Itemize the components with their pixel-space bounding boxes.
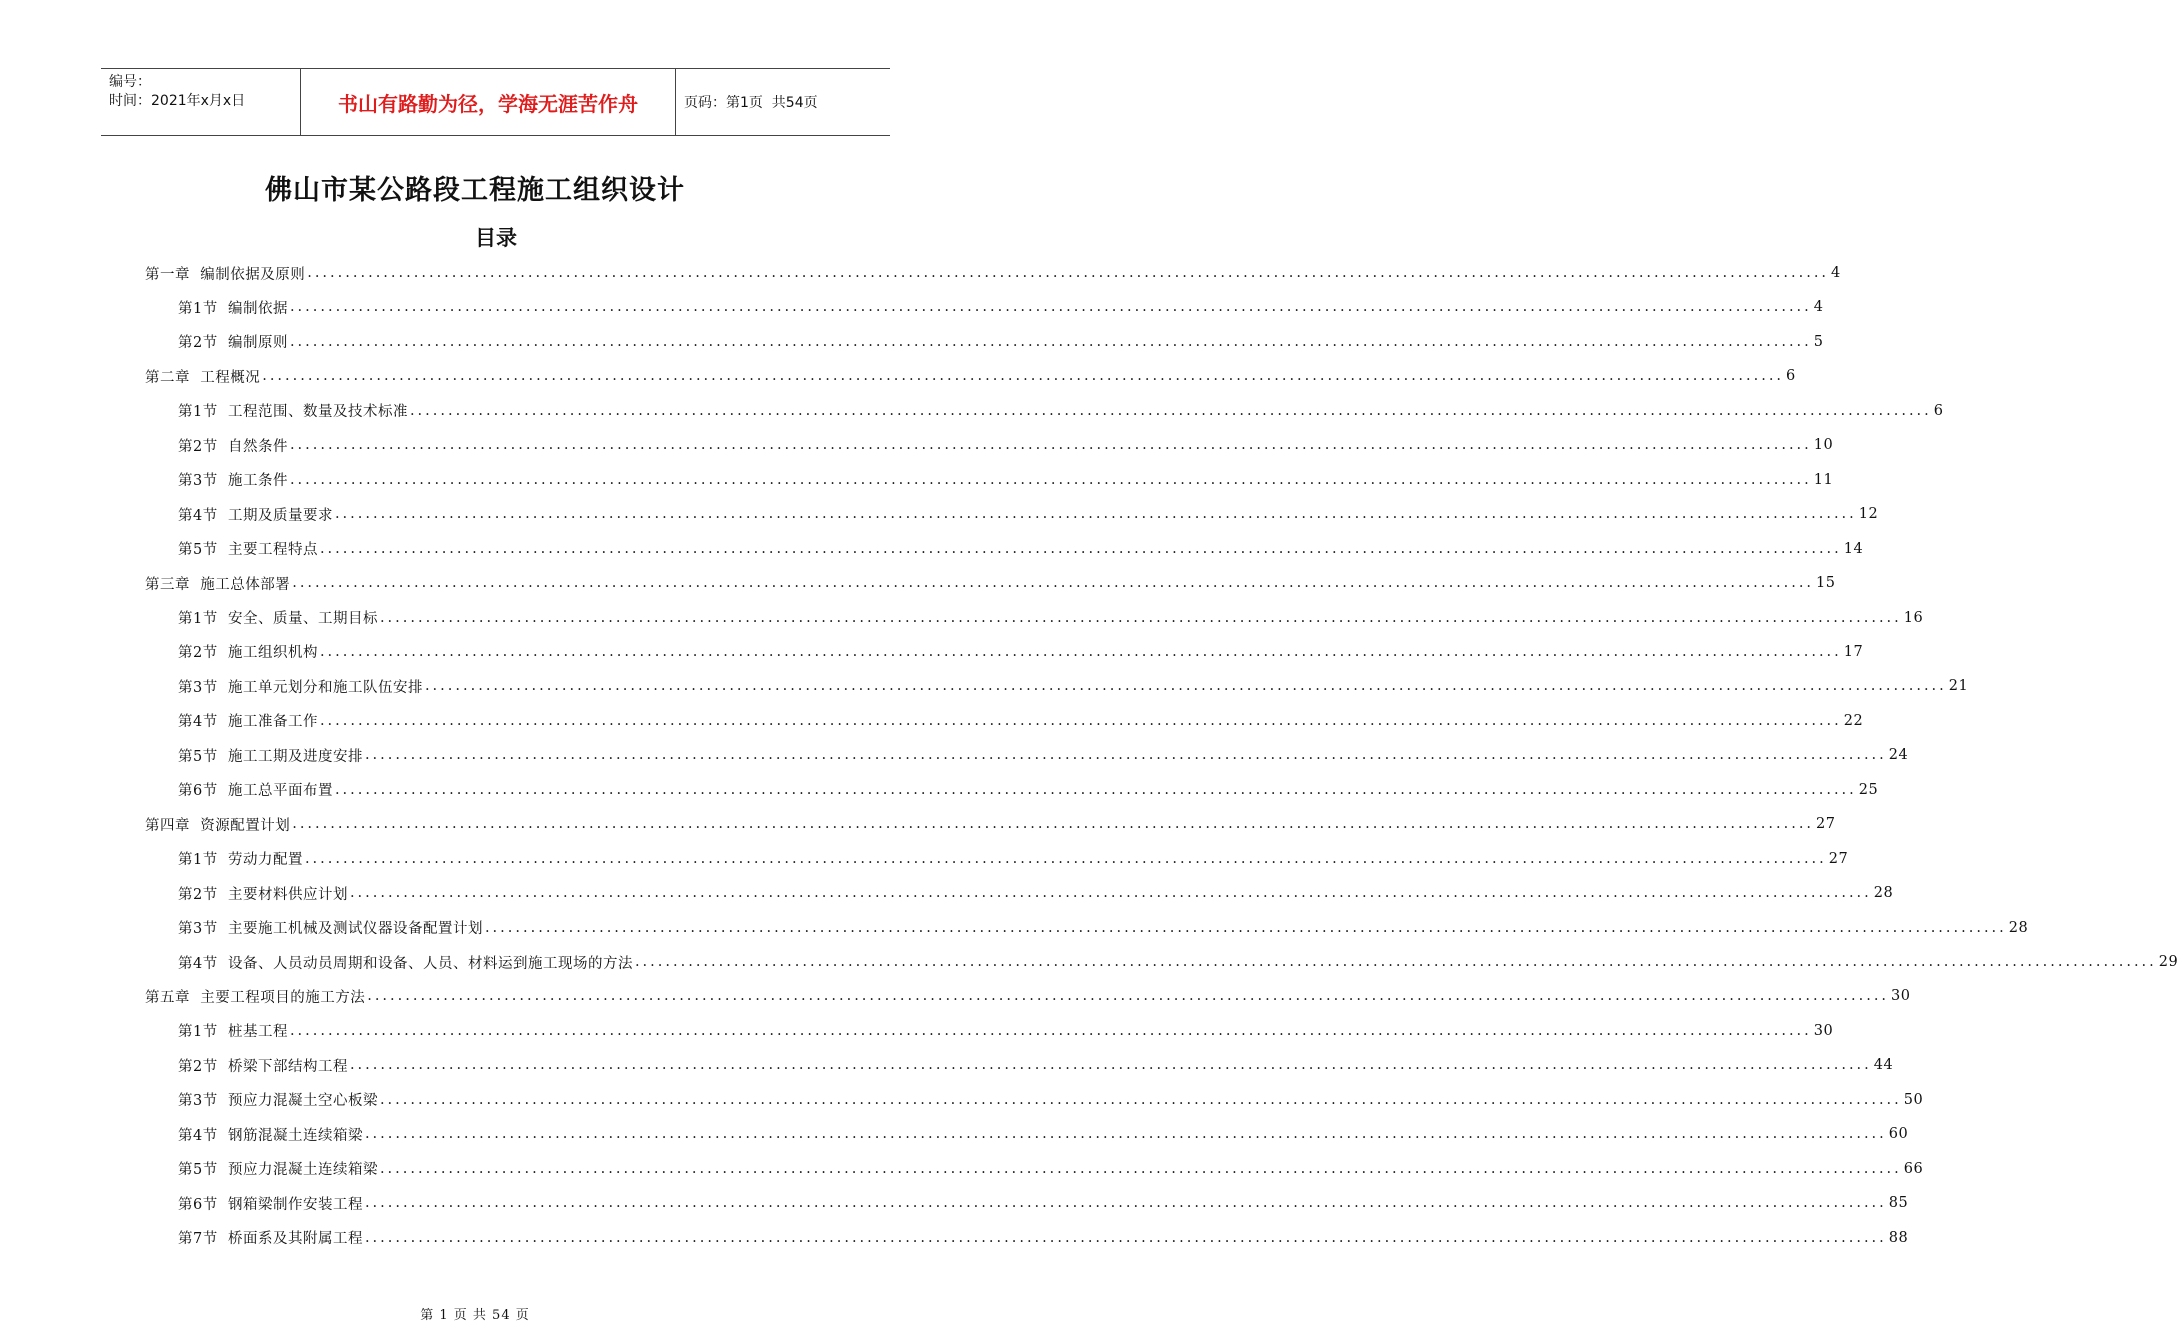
toc-entry-label: 第三章 施工总体部署 xyxy=(145,576,291,593)
toc-entry-label: 第4节 钢筋混凝土连续箱梁 xyxy=(178,1127,363,1144)
toc-entry-section[interactable] xyxy=(178,463,1834,497)
toc-entry-section[interactable] xyxy=(178,945,2178,979)
toc-entry-page: 88 xyxy=(1888,1229,1909,1246)
page-footer: 第 1 页 共 54 页 xyxy=(420,1308,530,1323)
toc-entry-section[interactable] xyxy=(178,773,1879,807)
toc-entry-page: 10 xyxy=(1813,437,1834,454)
toc-leader-dots: ........................................................................................................................................................................................................ xyxy=(319,540,1842,557)
toc-entry-label: 第6节 钢箱梁制作安装工程 xyxy=(178,1196,363,1213)
toc-entry-label: 第四章 资源配置计划 xyxy=(145,817,291,834)
toc-entry-label: 第2节 桥梁下部结构工程 xyxy=(178,1058,348,1075)
toc-entry-page: 29 xyxy=(2158,954,2178,970)
toc-leader-dots: ........................................................................................................................................................................................................ xyxy=(379,1160,1902,1177)
toc-entry-section[interactable] xyxy=(178,842,1849,876)
toc-leader-dots: ........................................................................................................................................................................................................ xyxy=(319,643,1842,660)
toc-entry-section[interactable] xyxy=(178,290,1824,324)
toc-entry-chapter[interactable] xyxy=(145,566,1836,600)
toc-entry-chapter[interactable] xyxy=(145,359,1796,393)
toc-entry-label: 第5节 预应力混凝土连续箱梁 xyxy=(178,1162,378,1179)
toc-entry-page: 28 xyxy=(1873,885,1894,902)
toc-entry-page: 27 xyxy=(1828,850,1849,867)
toc-leader-dots: ........................................................................................................................................................................................................ xyxy=(334,781,1857,798)
toc-entry-label: 第4节 施工准备工作 xyxy=(178,714,318,731)
toc-leader-dots: ........................................................................................................................................................................................................ xyxy=(289,471,1812,488)
toc-entry-page: 24 xyxy=(1888,747,1909,764)
toc-heading: 目录 xyxy=(475,226,517,250)
toc-entry-page: 4 xyxy=(1813,299,1824,316)
toc-entry-chapter[interactable] xyxy=(145,979,1911,1013)
toc-entry-page: 11 xyxy=(1813,471,1834,488)
toc-entry-section[interactable] xyxy=(178,669,1969,703)
toc-entry-section[interactable] xyxy=(178,497,1879,531)
toc-entry-label: 第1节 桩基工程 xyxy=(178,1024,288,1041)
toc-leader-dots: ........................................................................................................................................................................................................ xyxy=(304,850,1827,867)
toc-entry-page: 16 xyxy=(1903,609,1924,626)
header-slogan: 书山有路勤为径，学海无涯苦作舟 xyxy=(301,69,676,135)
toc-entry-page: 44 xyxy=(1873,1057,1894,1074)
toc-entry-page: 5 xyxy=(1813,333,1824,350)
toc-entry-page: 66 xyxy=(1903,1160,1924,1177)
toc-entry-section[interactable] xyxy=(178,325,1824,359)
toc-leader-dots: ........................................................................................................................................................................................................ xyxy=(319,712,1842,729)
toc-leader-dots: ........................................................................................................................................................................................................ xyxy=(379,1091,1902,1108)
toc-entry-section[interactable] xyxy=(178,635,1864,669)
toc-entry-label: 第1节 安全、质量、工期目标 xyxy=(178,611,378,627)
toc-leader-dots: ........................................................................................................................................................................................................ xyxy=(289,437,1812,454)
toc-entry-section[interactable] xyxy=(178,1048,1894,1082)
toc-leader-dots: ........................................................................................................................................................................................................ xyxy=(634,954,2157,970)
toc-entry-label: 第3节 预应力混凝土空心板梁 xyxy=(178,1093,378,1110)
toc-leader-dots: ........................................................................................................................................................................................................ xyxy=(292,816,1815,833)
toc-entry-section[interactable] xyxy=(178,1221,1909,1255)
toc-leader-dots: ........................................................................................................................................................................................................ xyxy=(364,1229,1887,1246)
toc-entry-page: 4 xyxy=(1831,265,1841,281)
toc-entry-label: 第一章 编制依据及原则 xyxy=(145,266,306,283)
toc-entry-section[interactable] xyxy=(178,601,1924,635)
toc-leader-dots: ........................................................................................................................................................................................................ xyxy=(292,575,1815,592)
toc-entry-section[interactable] xyxy=(178,911,2029,945)
toc-entry-label: 第3节 施工条件 xyxy=(178,473,288,490)
time-label: 时间：2021年x月x日 xyxy=(109,93,246,109)
toc-entry-label: 第二章 工程概况 xyxy=(145,369,261,386)
page-info-text: 页码：第1页 共54页 xyxy=(684,95,818,111)
toc-leader-dots: ........................................................................................................................................................................................................ xyxy=(307,265,1830,281)
toc-entry-page: 25 xyxy=(1858,781,1879,798)
toc-entry-label: 第3节 主要施工机械及测试仪器设备配置计划 xyxy=(178,921,483,938)
toc-leader-dots: ........................................................................................................................................................................................................ xyxy=(379,609,1902,626)
toc-entry-page: 30 xyxy=(1813,1022,1834,1039)
toc-entry-label: 第1节 劳动力配置 xyxy=(178,852,303,869)
document-title: 佛山市某公路段工程施工组织设计 xyxy=(265,175,685,206)
toc-entry-label: 第1节 工程范围、数量及技术标准 xyxy=(178,404,408,421)
toc-leader-dots: ........................................................................................................................................................................................................ xyxy=(349,1057,1872,1074)
toc-entry-page: 12 xyxy=(1858,506,1879,523)
toc-leader-dots: ........................................................................................................................................................................................................ xyxy=(367,988,1890,1005)
toc-entry-section[interactable] xyxy=(178,738,1909,772)
header-meta xyxy=(101,69,301,135)
page-header xyxy=(101,68,890,136)
toc-leader-dots: ........................................................................................................................................................................................................ xyxy=(364,1195,1887,1212)
toc-leader-dots: ........................................................................................................................................................................................................ xyxy=(349,885,1872,902)
toc-entry-label: 第4节 设备、人员动员周期和设备、人员、材料运到施工现场的方法 xyxy=(178,955,633,972)
toc-entry-page: 14 xyxy=(1843,540,1864,557)
toc-entry-label: 第3节 施工单元划分和施工队伍安排 xyxy=(178,679,423,696)
toc-leader-dots: ........................................................................................................................................................................................................ xyxy=(484,919,2007,936)
toc-entry-label: 第2节 编制原则 xyxy=(178,335,288,352)
toc-entry-section[interactable] xyxy=(178,876,1894,910)
toc-entry-section[interactable] xyxy=(178,1186,1909,1220)
toc-entry-page: 21 xyxy=(1948,678,1969,695)
toc-entry-chapter[interactable] xyxy=(145,807,1836,841)
toc-leader-dots: ........................................................................................................................................................................................................ xyxy=(364,747,1887,764)
toc-entry-page: 27 xyxy=(1816,816,1836,833)
toc-leader-dots: ........................................................................................................................................................................................................ xyxy=(334,506,1857,523)
toc-entry-section[interactable] xyxy=(178,1014,1834,1048)
toc-entry-page: 17 xyxy=(1843,643,1864,660)
toc-entry-section[interactable] xyxy=(178,428,1834,462)
toc-entry-label: 第五章 主要工程项目的施工方法 xyxy=(145,989,366,1006)
toc-entry-label: 第6节 施工总平面布置 xyxy=(178,783,333,800)
toc-entry-page: 15 xyxy=(1816,575,1836,592)
toc-entry-chapter[interactable] xyxy=(145,256,1841,290)
toc-entry-page: 28 xyxy=(2008,919,2029,936)
toc-entry-section[interactable] xyxy=(178,532,1864,566)
toc-entry-page: 85 xyxy=(1888,1195,1909,1212)
toc-entry-label: 第5节 主要工程特点 xyxy=(178,542,318,559)
toc-entry-label: 第2节 自然条件 xyxy=(178,438,288,455)
toc-leader-dots: ........................................................................................................................................................................................................ xyxy=(424,678,1947,695)
toc-leader-dots: ........................................................................................................................................................................................................ xyxy=(364,1126,1887,1143)
toc-entry-label: 第5节 施工工期及进度安排 xyxy=(178,748,363,765)
toc-entry-page: 30 xyxy=(1891,988,1911,1005)
toc-leader-dots: ........................................................................................................................................................................................................ xyxy=(262,368,1785,385)
toc-entry-page: 50 xyxy=(1903,1091,1924,1108)
toc-entry-section[interactable] xyxy=(178,1117,1909,1151)
toc-leader-dots: ........................................................................................................................................................................................................ xyxy=(289,333,1812,350)
toc-entry-section[interactable] xyxy=(178,704,1864,738)
toc-leader-dots: ........................................................................................................................................................................................................ xyxy=(289,1022,1812,1039)
header-page-info xyxy=(676,69,890,135)
toc-entry-section[interactable] xyxy=(178,1152,1924,1186)
toc-entry-section[interactable] xyxy=(178,1083,1924,1117)
toc-entry-page: 6 xyxy=(1933,402,1944,419)
toc-entry-label: 第7节 桥面系及其附属工程 xyxy=(178,1231,363,1248)
toc-leader-dots: ........................................................................................................................................................................................................ xyxy=(409,402,1932,419)
number-label: 编号： xyxy=(109,74,151,90)
toc-entry-label: 第4节 工期及质量要求 xyxy=(178,507,333,524)
toc-entry-page: 60 xyxy=(1888,1126,1909,1143)
toc-entry-label: 第2节 主要材料供应计划 xyxy=(178,886,348,903)
toc-leader-dots: ........................................................................................................................................................................................................ xyxy=(289,299,1812,316)
toc-entry-page: 6 xyxy=(1786,368,1796,385)
toc-entry-label: 第2节 施工组织机构 xyxy=(178,645,318,662)
toc-entry-page: 22 xyxy=(1843,712,1864,729)
toc-entry-label: 第1节 编制依据 xyxy=(178,300,288,317)
toc-entry-section[interactable] xyxy=(178,394,1944,428)
